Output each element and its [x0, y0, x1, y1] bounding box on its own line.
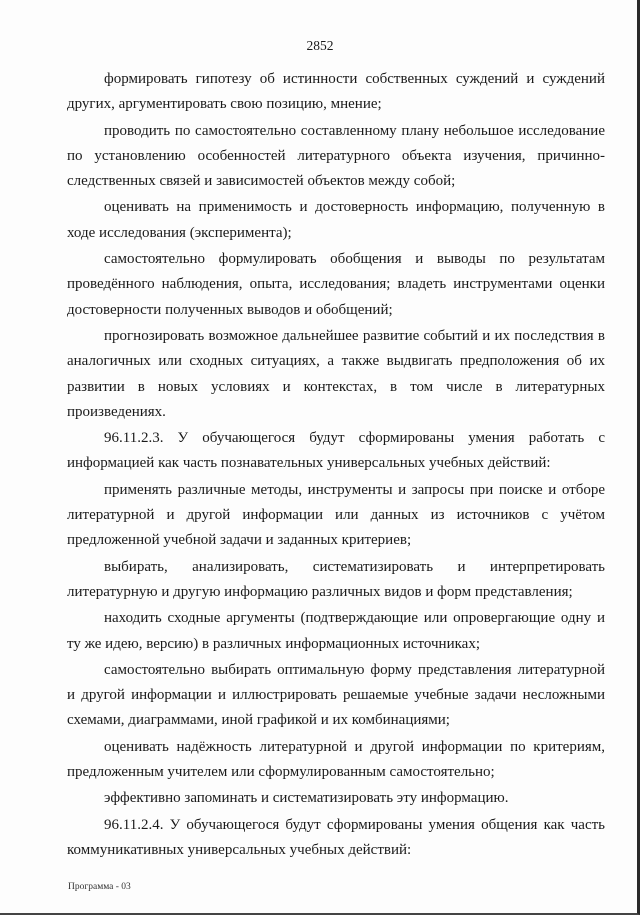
paragraph: самостоятельно выбирать оптимальную форму представления литературной и другой информации и иллюстрировать решаемые учебные задачи несложными схемами, диаграммами, иной графикой и их комбинациями;: [67, 661, 605, 729]
paragraph: оценивать на применимость и достоверность информацию, полученную в ходе исследования (эксперимента);: [67, 199, 605, 241]
document-body: [67, 67, 605, 864]
section-paragraph: 96.11.2.4. У обучающегося будут сформированы умения общения как часть коммуникативных универсальных учебных действий:: [67, 816, 605, 858]
paragraph: формировать гипотезу об истинности собственных суждений и суждений других, аргументировать свою позицию, мнение;: [67, 71, 605, 113]
paragraph: оценивать надёжность литературной и другой информации по критериям, предложенным учителем или сформулированным самостоятельно;: [67, 738, 605, 781]
paragraph: прогнозировать возможное дальнейшее развитие событий и их последствия в аналогичных или сходных ситуациях, а также выдвигать предположения об их развитии в новых условиях и контекстах, в том числе в литературных произведениях.: [67, 327, 605, 420]
paragraph: находить сходные аргументы (подтверждающие или опровергающие одну и ту же идею, версию) в различных информационных источниках;: [67, 610, 605, 652]
paragraph: применять различные методы, инструменты и запросы при поиске и отборе литературной и другой информации или данных из источников с учётом предложенной учебной задачи и заданных критериев;: [67, 481, 605, 549]
paragraph: самостоятельно формулировать обобщения и выводы по результатам проведённого наблюдения, опыта, исследования; владеть инструментами оценки достоверности полученных выводов и обобщений;: [67, 251, 605, 318]
paragraph: эффективно запоминать и систематизировать эту информацию.: [104, 790, 509, 807]
paragraph: выбирать, анализировать, систематизировать и интерпретировать литературную и другую информацию различных видов и форм представления;: [67, 558, 605, 600]
paragraph: проводить по самостоятельно составленному плану небольшое исследование по установлению особенностей литературного объекта изучения, причинно-следственных связей и зависимостей объектов между собой;: [67, 122, 605, 190]
footer-label: Программа - 03: [68, 882, 131, 892]
section-paragraph: 96.11.2.3. У обучающегося будут сформированы умения работать с информацией как часть познавательных универсальных учебных действий:: [67, 430, 605, 472]
page-number: 2852: [306, 38, 334, 53]
